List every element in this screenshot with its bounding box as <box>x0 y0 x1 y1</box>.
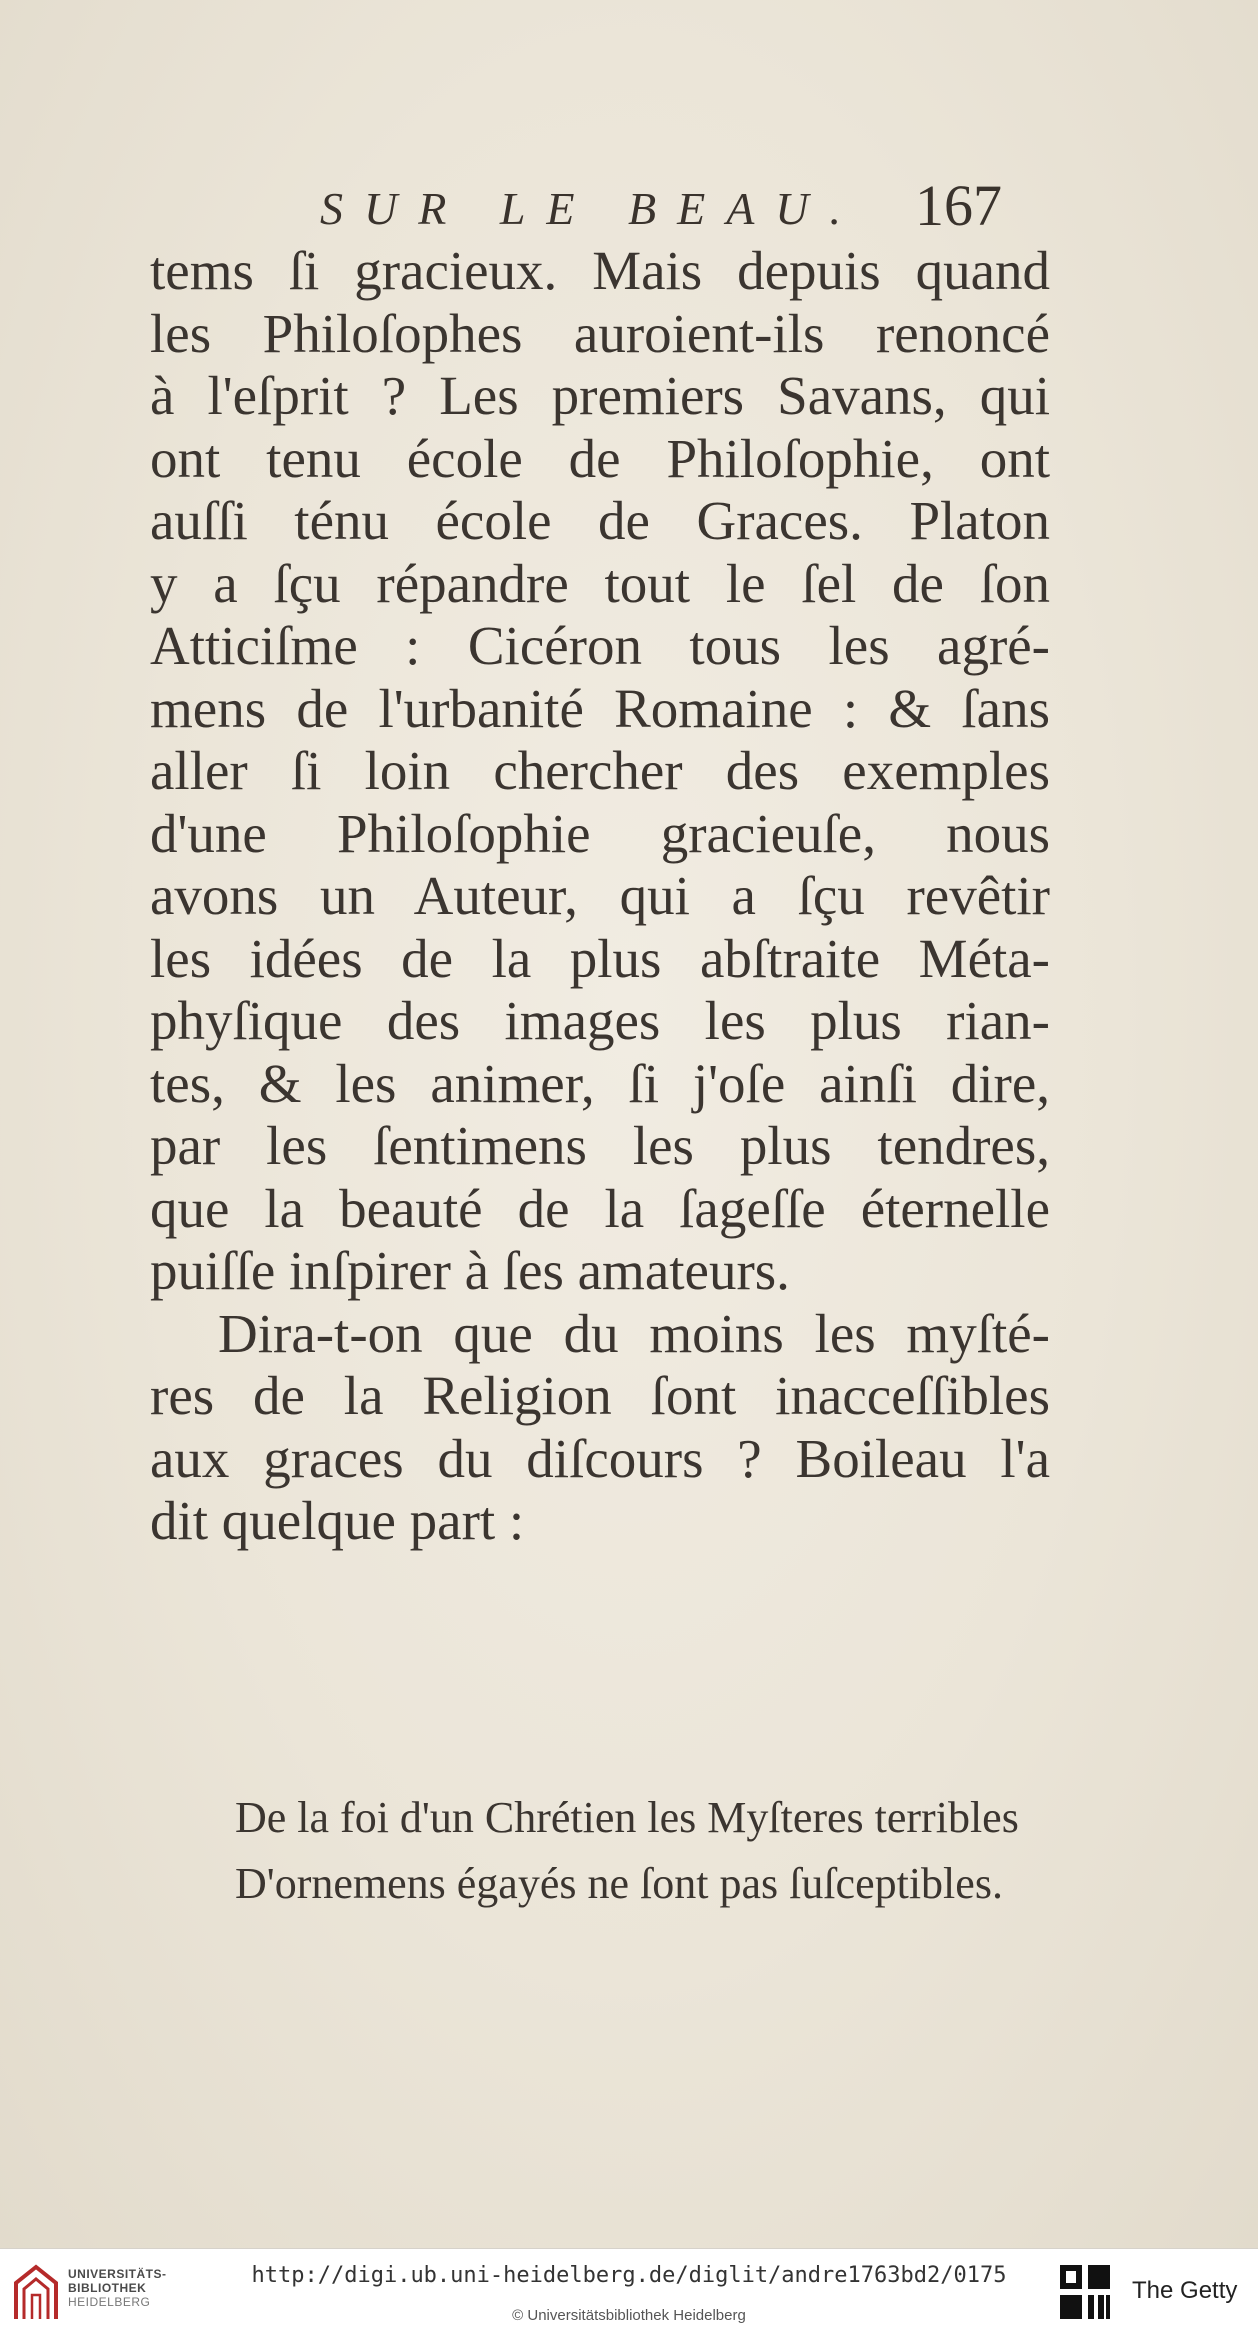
permalink-url[interactable]: http://digi.ub.uni-heidelberg.de/diglit/andre1763bd2/0175 <box>251 2263 1007 2288</box>
body-text <box>150 240 1050 1553</box>
text-line: res de la Religion ſont inacceſſibles <box>150 1365 1050 1426</box>
library-name-line: BIBLIOTHEK <box>68 2281 147 2295</box>
text-line: mens de l'urbanité Romaine : & ſans <box>150 677 1050 739</box>
getty-logo-icon <box>1058 2263 1112 2321</box>
text-line: tems ſi gracieux. Mais depuis quand <box>150 240 1050 301</box>
text-line: dit quelque part : <box>150 1490 525 1551</box>
running-title: SUR LE BEAU. <box>320 183 863 234</box>
getty-label: The Getty <box>1132 2277 1238 2304</box>
text-line: les Philoſophes auroient-ils renoncé <box>150 302 1050 364</box>
page-number: 167 <box>915 173 1002 238</box>
footer-bar <box>0 2248 1258 2339</box>
text-line: phyſique des images les plus rian- <box>150 990 1050 1051</box>
text-line: à l'eſprit ? Les premiers Savans, qui <box>150 365 1050 426</box>
text-line: que la beauté de la ſageſſe éternelle <box>150 1177 1050 1239</box>
verse-quote <box>235 1785 1055 1917</box>
verse-line: D'ornemens égayés ne ſont pas ſuſceptibles. <box>235 1859 1003 1908</box>
library-name-line: HEIDELBERG <box>68 2295 151 2309</box>
text-line: tes, & les animer, ſi j'oſe ainſi dire, <box>150 1052 1050 1114</box>
text-line: Dira-t-on que du moins les myſté- <box>218 1302 1050 1364</box>
copyright-notice: © Universitätsbibliothek Heidelberg <box>512 2307 746 2324</box>
text-line: Atticiſme : Cicéron tous les agré- <box>150 615 1050 676</box>
text-line: aller ſi loin chercher des exemples <box>150 740 1050 801</box>
verse-line: De la foi d'un Chrétien les Myſteres terribles <box>235 1793 1019 1842</box>
text-line: d'une Philoſophie gracieuſe, nous <box>150 802 1050 864</box>
text-line: y a ſçu répandre tout le ſel de ſon <box>150 552 1050 614</box>
text-line: auſſi ténu école de Graces. Platon <box>150 490 1050 551</box>
text-line: ont tenu école de Philoſophie, ont <box>150 427 1050 489</box>
text-line: avons un Auteur, qui a ſçu revêtir <box>150 865 1050 926</box>
running-head <box>320 172 1060 242</box>
text-line: aux graces du diſcours ? Boileau l'a <box>150 1427 1050 1489</box>
text-line: les idées de la plus abſtraite Méta- <box>150 927 1050 989</box>
text-line: par les ſentimens les plus tendres, <box>150 1115 1050 1176</box>
library-name-line: UNIVERSITÄTS- <box>68 2267 167 2281</box>
text-line: puiſſe inſpirer à ſes amateurs. <box>150 1240 790 1301</box>
